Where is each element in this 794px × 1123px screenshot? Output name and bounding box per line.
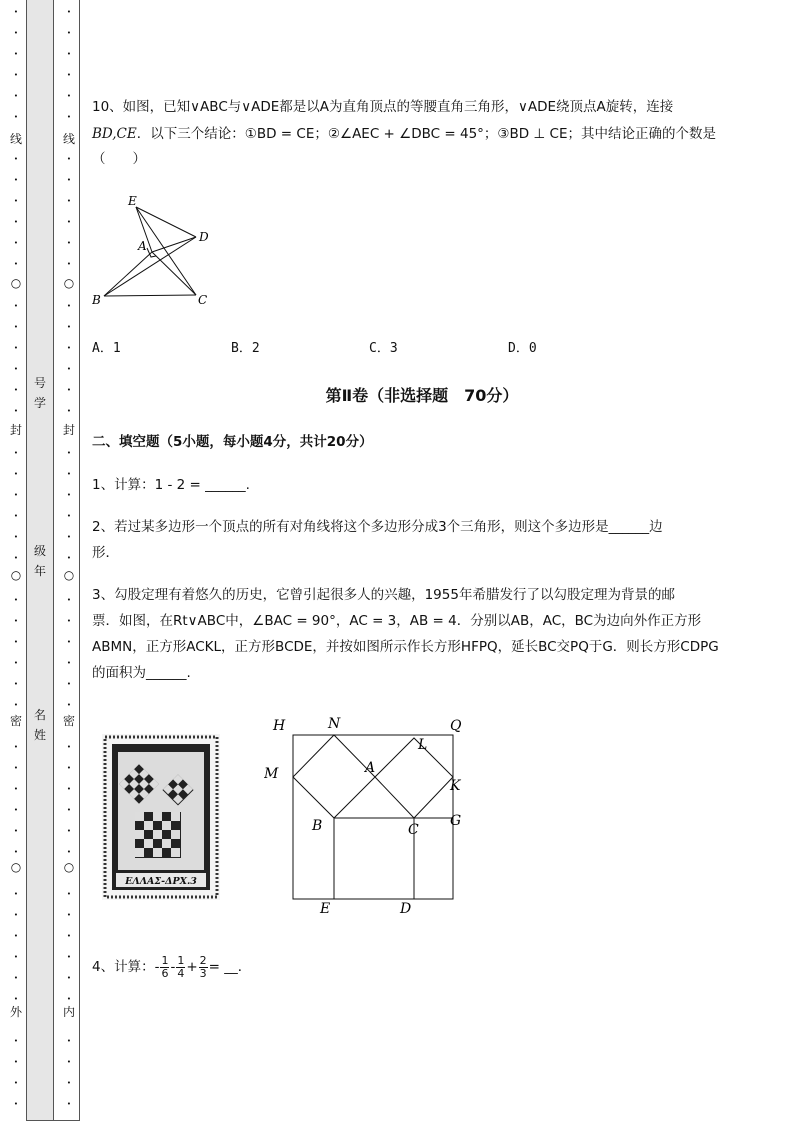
q4-prefix: 4、计算：- [92,959,160,975]
binding-dot: • [66,743,72,751]
binding-dot: • [66,638,72,646]
binding-dot: • [66,890,72,898]
binding-dot: • [13,848,19,856]
binding-margin [0,0,82,1123]
binding-dot: • [66,92,72,100]
binding-dot: • [13,1100,19,1108]
q3-figure [264,712,474,922]
binding-dot: • [13,323,19,331]
fig3-label-C: C [408,822,419,838]
inner-label-circle: ○ [63,860,75,874]
band-label-ji: 级 [33,544,46,558]
binding-dot: • [66,218,72,226]
q10-line2 [92,121,716,148]
outer-label-circle: ○ [10,860,22,874]
outer-label-circle: ○ [10,276,22,290]
q4-f1-denominator: 6 [161,966,169,980]
fig3-label-D: D [400,901,412,917]
fig3-label-E: E [320,901,331,917]
binding-dot: • [13,176,19,184]
q3-line2: 票．如图，在Rt∨ABC中，∠BAC = 90°，AC = 3，AB = 4．分别以AB，AC，BC为边向外作正方形 [92,613,702,629]
binding-dot: • [66,659,72,667]
band-label-xue: 学 [33,396,46,410]
binding-dot: • [13,8,19,16]
binding-dot: • [66,806,72,814]
q10-option-c[interactable]: C．3 [369,341,398,356]
binding-dot: • [13,302,19,310]
binding-dot: • [66,512,72,520]
binding-dot: • [13,113,19,121]
binding-dot: • [13,155,19,163]
outer-label-feng: 封 [9,423,22,437]
binding-dot: • [13,1037,19,1045]
fig10-edge-BC [104,295,196,296]
binding-dot: • [66,785,72,793]
binding-dot: • [13,449,19,457]
fig3-square-ACKL [375,738,453,818]
fig3-label-L: L [418,737,428,753]
binding-dot: • [13,827,19,835]
binding-dot: • [13,806,19,814]
binding-dot: • [66,470,72,478]
q10-line1: 10、如图，已知∨ABC与∨ADE都是以A为直角顶点的等腰直角三角形，∨ADE绕顶点A旋转，连接 [92,99,674,115]
q10-figure [92,190,222,310]
band-label-nian: 年 [33,564,46,578]
binding-dot: • [66,71,72,79]
inner-label-feng: 封 [62,423,75,437]
binding-dot: • [13,197,19,205]
binding-dot: • [66,50,72,58]
binding-dot: • [13,659,19,667]
q4-f2-denominator: 4 [177,966,185,980]
q3-line3: ABMN，正方形ACKL，正方形BCDE，并按如图所示作长方形HFPQ，延长BC交PQ于G．则长方形CDPG [92,639,719,655]
fig10-label-B: B [92,293,101,307]
binding-dot: • [13,533,19,541]
binding-line [79,0,80,1120]
binding-dot: • [66,113,72,121]
binding-dot: • [66,386,72,394]
q4-f2-numerator: 1 [177,953,185,967]
binding-dot: • [66,596,72,604]
fig10-label-C: C [198,293,208,307]
binding-dot: • [13,365,19,373]
fig10-edge-AD [152,237,196,252]
binding-dot: • [66,617,72,625]
inner-label-mi: 密 [62,714,75,728]
fig3-label-A: A [365,760,376,776]
outer-label-mi: 密 [9,714,22,728]
binding-dot: • [13,974,19,982]
band-label-hao: 号 [33,376,46,390]
binding-dot: • [66,554,72,562]
fig3-label-H: H [273,718,286,734]
q10-line3: （ ） [92,151,146,167]
binding-dot: • [13,764,19,772]
binding-dot: • [66,29,72,37]
q3-line1: 3、勾股定理有着悠久的历史，它曾引起很多人的兴趣，1955年希腊发行了以勾股定理为背景的邮 [92,587,675,603]
binding-dot: • [66,680,72,688]
part2-heading: 第Ⅱ卷（非选择题 70分） [325,386,519,405]
binding-dot: • [66,932,72,940]
q4-f3-numerator: 2 [199,953,207,967]
binding-dot: • [66,764,72,772]
binding-dot: • [66,407,72,415]
inner-label-circle: ○ [63,568,75,582]
inner-label-xian: 线 [62,132,75,146]
q10-line2-text: ．以下三个结论：①BD = CE；②∠AEC + ∠DBC = 45°；③BD ⊥ CE；其中结论正确的个数是 [136,126,716,142]
binding-dot: • [13,1079,19,1087]
q3-line4: 的面积为______. [92,665,191,681]
binding-dot: • [66,701,72,709]
outer-label-wai: 外 [9,1005,22,1019]
binding-dot: • [13,932,19,940]
fig10-label-A: A [138,239,147,253]
fig3-label-Q: Q [450,718,462,734]
binding-dot: • [66,995,72,1003]
binding-dot: • [66,239,72,247]
binding-dot: • [13,617,19,625]
binding-dot: • [13,239,19,247]
fig3-label-G: G [450,813,462,829]
band-label-xing: 姓 [33,728,46,742]
binding-dot: • [66,827,72,835]
q4-line [92,952,251,982]
binding-dot: • [66,8,72,16]
binding-dot: • [66,974,72,982]
binding-dot: • [13,50,19,58]
binding-dot: • [66,197,72,205]
binding-dot: • [66,344,72,352]
q4-suffix: = __． [208,959,252,975]
binding-dot: • [66,848,72,856]
q4-fraction-2 [176,955,185,980]
q2-line2: 形． [92,545,119,561]
binding-dot: • [66,533,72,541]
fig10-edge-AC [152,252,196,295]
binding-dot: • [66,155,72,163]
binding-dot: • [66,911,72,919]
binding-dot: • [66,176,72,184]
binding-dot: • [66,953,72,961]
fig10-label-D: D [199,230,209,244]
binding-dot: • [13,680,19,688]
q10-line2-formula: BD,CE [92,126,137,142]
binding-dot: • [66,491,72,499]
q4-operator-2: + [186,959,198,975]
fig3-square-ABMN [293,735,375,818]
q1-text: 1、计算：1 - 2 = ______. [92,477,250,493]
binding-dot: • [13,386,19,394]
fig3-label-N: N [328,716,341,732]
binding-dot: • [13,1058,19,1066]
q4-fraction-1 [160,955,169,980]
binding-dot: • [13,596,19,604]
binding-dot: • [13,260,19,268]
section2-heading: 二、填空题（5小题，每小题4分，共计20分） [92,434,373,450]
binding-dot: • [66,449,72,457]
q2-line1: 2、若过某多边形一个顶点的所有对角线将这个多边形分成3个三角形，则这个多边形是______边 [92,519,663,535]
binding-dot: • [66,302,72,310]
binding-dot: • [13,743,19,751]
binding-dot: • [13,911,19,919]
binding-dot: • [13,995,19,1003]
stamp-caption: ΕΛΛΑΣ-ΔΡΧ.3 [125,876,197,887]
binding-dot: • [13,701,19,709]
q4-f3-denominator: 3 [199,966,207,980]
greek-stamp-image [102,734,220,900]
binding-dot: • [66,1079,72,1087]
binding-dot: • [13,512,19,520]
binding-dot: • [13,92,19,100]
q4-f1-numerator: 1 [161,953,169,967]
binding-dot: • [13,554,19,562]
outer-dot-column [9,0,23,1123]
q10-option-d[interactable]: D．0 [508,341,537,356]
fig3-label-K: K [450,778,461,794]
binding-dot: • [13,71,19,79]
binding-dot: • [13,407,19,415]
binding-dot: • [13,491,19,499]
binding-dot: • [13,890,19,898]
inner-label-circle: ○ [63,276,75,290]
inner-label-nei: 内 [62,1005,75,1019]
fig10-edge-AB [104,252,152,296]
q4-operator-1: - [170,959,176,975]
binding-dot: • [13,953,19,961]
fig3-label-B: B [312,818,323,834]
inner-dot-column [62,0,76,1123]
binding-dot: • [66,1037,72,1045]
binding-dot: • [66,323,72,331]
binding-dot: • [13,470,19,478]
binding-dot: • [13,344,19,352]
fig3-label-M: M [264,766,279,782]
binding-dot: • [66,260,72,268]
outer-label-xian: 线 [9,132,22,146]
binding-dot: • [13,218,19,226]
binding-dot: • [66,1100,72,1108]
fig10-label-E: E [128,194,137,208]
q10-option-b[interactable]: B．2 [231,341,260,356]
binding-dot: • [66,365,72,373]
fig3-square-BCDE [334,818,414,899]
binding-dot: • [13,29,19,37]
q4-fraction-3 [199,955,208,980]
binding-dot: • [66,1058,72,1066]
outer-label-circle: ○ [10,568,22,582]
band-label-ming: 名 [33,708,46,722]
q10-option-a[interactable]: A．1 [92,341,121,356]
binding-dot: • [13,638,19,646]
binding-band [26,0,54,1120]
binding-dot: • [13,785,19,793]
